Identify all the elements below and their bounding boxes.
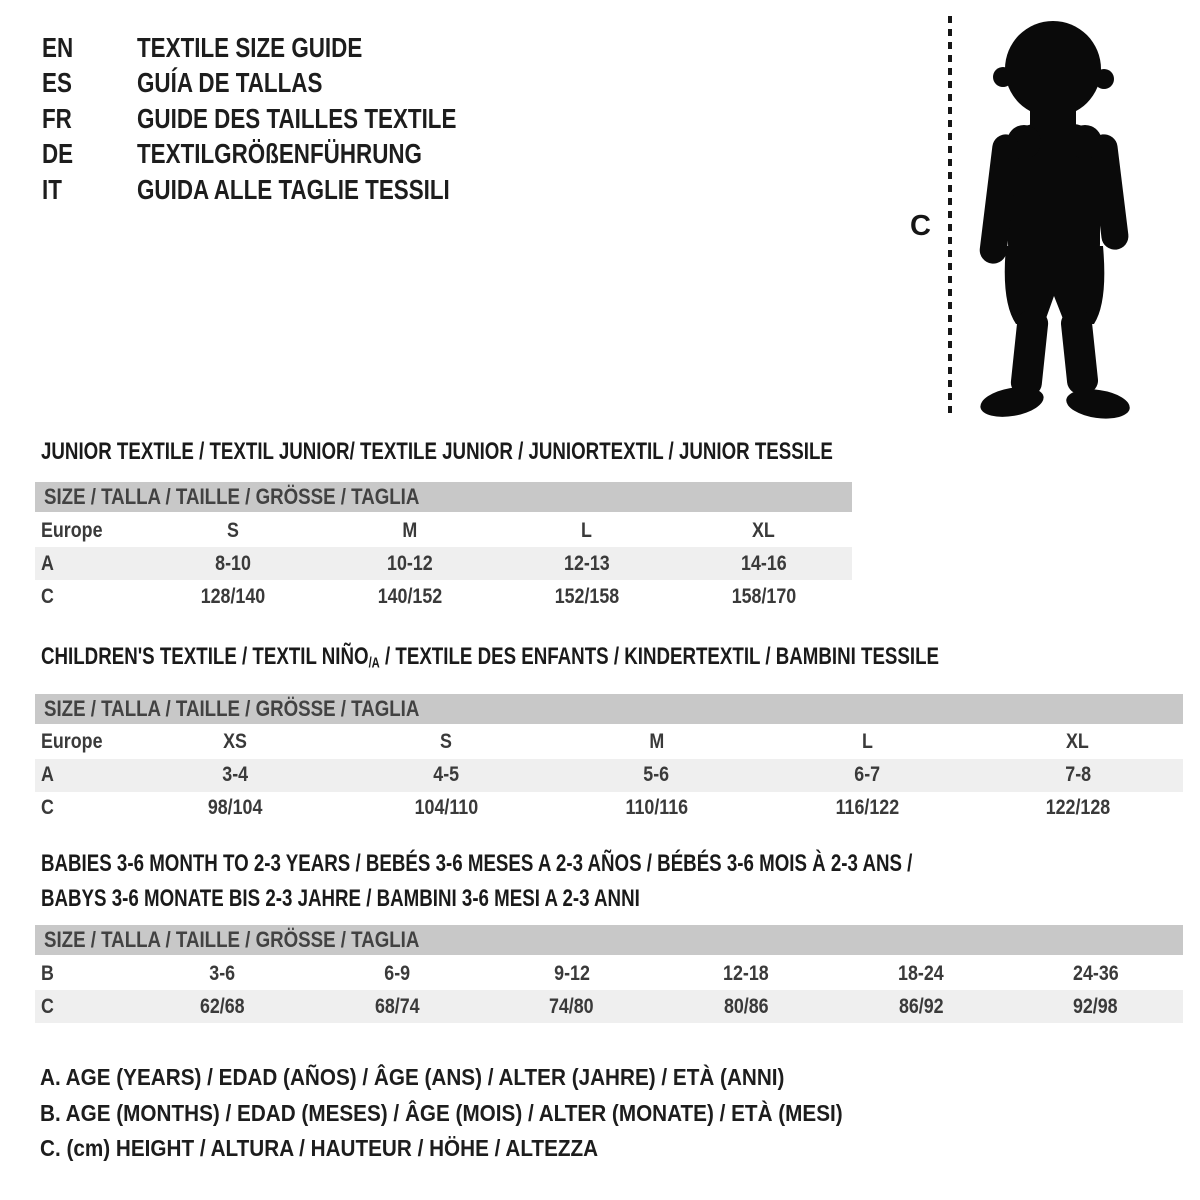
age-value: 10-12 xyxy=(387,551,433,575)
size-value: L xyxy=(581,518,593,542)
age-value: 3-4 xyxy=(222,763,249,787)
size-table-junior xyxy=(35,514,852,613)
row-label: B xyxy=(41,961,54,985)
height-value: 68/74 xyxy=(374,994,420,1018)
size-value: S xyxy=(227,518,240,542)
guide-title: GUÍA DE TALLAS xyxy=(137,67,323,99)
legend xyxy=(40,1060,932,1167)
months-value: 6-9 xyxy=(384,961,410,985)
size-value: XL xyxy=(1066,730,1090,754)
size-table-children xyxy=(35,726,1183,825)
legend-line-c: C. (cm) HEIGHT / ALTURA / HAUTEUR / HÖHE / ALTEZZA xyxy=(40,1135,599,1161)
months-value: 9-12 xyxy=(553,961,590,985)
language-row xyxy=(42,137,536,173)
age-value: 14-16 xyxy=(740,551,787,575)
guide-title: GUIDA ALLE TAGLIE TESSILI xyxy=(137,173,450,205)
height-value: 80/86 xyxy=(723,994,769,1018)
size-table-babies xyxy=(35,957,1183,1023)
size-value: L xyxy=(861,730,873,754)
size-value: XS xyxy=(223,730,248,754)
section-babies-textile xyxy=(35,846,1183,1023)
height-value: 140/152 xyxy=(377,584,443,608)
section-title: JUNIOR TEXTILE / TEXTIL JUNIOR/ TEXTILE JUNIOR / JUNIORTEXTIL / JUNIOR TESSILE xyxy=(41,438,833,465)
table-row-europe xyxy=(35,726,1183,759)
height-value: 122/128 xyxy=(1045,796,1110,820)
table-row-height xyxy=(35,792,1183,825)
height-value: 62/68 xyxy=(199,994,245,1018)
section-children-textile xyxy=(35,643,1183,825)
height-value: 86/92 xyxy=(898,994,944,1018)
language-row xyxy=(42,30,536,66)
age-value: 8-10 xyxy=(215,551,252,575)
height-value: 116/122 xyxy=(835,796,899,820)
size-header-bar: SIZE / TALLA / TAILLE / GRÖSSE / TAGLIA xyxy=(35,694,1183,724)
row-label: A xyxy=(41,763,54,787)
language-code: FR xyxy=(42,102,72,134)
size-value: M xyxy=(649,730,664,754)
height-measure-label-c: C xyxy=(910,210,931,242)
height-measure-dashed-line xyxy=(948,16,952,416)
height-value: 104/110 xyxy=(414,796,478,820)
size-value: XL xyxy=(752,518,776,542)
table-row-months xyxy=(35,957,1183,990)
height-value: 74/80 xyxy=(549,994,594,1018)
section-title: CHILDREN'S TEXTILE / TEXTIL $NIÑO_{/A}$ / TEXTILE DES ENFANTS / KINDERTEXTIL / BAMBINI TESSILE xyxy=(41,643,940,672)
guide-title: TEXTILGRÖßENFÜHRUNG xyxy=(137,138,422,170)
section-junior-textile xyxy=(35,438,852,613)
language-code: ES xyxy=(42,67,72,99)
age-value: 5-6 xyxy=(643,763,670,787)
age-value: 7-8 xyxy=(1064,763,1091,787)
months-value: 3-6 xyxy=(209,961,236,985)
row-label: C xyxy=(41,796,54,820)
height-value: 110/116 xyxy=(625,796,688,820)
age-value: 6-7 xyxy=(854,763,880,787)
row-label: Europe xyxy=(41,518,103,542)
language-code: IT xyxy=(42,173,62,205)
language-code: EN xyxy=(42,31,74,63)
months-value: 12-18 xyxy=(723,961,770,985)
age-value: 4-5 xyxy=(432,763,459,787)
legend-line-a: A. AGE (YEARS) / EDAD (AÑOS) / ÂGE (ANS) / ALTER (JAHRE) / ETÀ (ANNI) xyxy=(40,1064,785,1090)
age-value: 12-13 xyxy=(564,551,610,575)
table-row-height xyxy=(35,990,1183,1023)
section-title: BABIES 3-6 MONTH TO 2-3 YEARS / BEBÉS 3-6 MESES A 2-3 AÑOS / BÉBÉS 3-6 MOIS À 2-3 ANS / BABYS 3-6 MONATE BIS 2-3 JAHRE / BAMBINI 3-6 MESI A 2-3 ANNI xyxy=(41,850,913,912)
size-value: M xyxy=(402,518,418,542)
language-row xyxy=(42,172,536,208)
language-row xyxy=(42,66,536,102)
height-value: 152/158 xyxy=(554,584,620,608)
height-value: 128/140 xyxy=(201,584,266,608)
guide-title: TEXTILE SIZE GUIDE xyxy=(137,31,363,63)
language-code: DE xyxy=(42,138,74,170)
legend-line-b: B. AGE (MONTHS) / EDAD (MESES) / ÂGE (MOIS) / ALTER (MONATE) / ETÀ (MESI) xyxy=(40,1099,843,1126)
months-value: 24-36 xyxy=(1072,961,1119,985)
size-header-bar: SIZE / TALLA / TAILLE / GRÖSSE / TAGLIA xyxy=(35,482,852,512)
table-row-age xyxy=(35,547,852,580)
baby-toddler-silhouette-icon xyxy=(958,14,1150,422)
language-list xyxy=(42,30,536,208)
table-row-age xyxy=(35,759,1183,792)
table-row-europe xyxy=(35,514,852,547)
guide-title: GUIDE DES TAILLES TEXTILE xyxy=(137,102,457,134)
row-label: A xyxy=(41,551,54,575)
row-label: C xyxy=(41,994,54,1018)
row-label: Europe xyxy=(41,730,103,754)
row-label: C xyxy=(41,584,54,608)
height-value: 98/104 xyxy=(207,796,263,820)
height-value: 158/170 xyxy=(731,584,796,608)
height-value: 92/98 xyxy=(1073,994,1118,1018)
size-value: S xyxy=(439,730,452,754)
language-row xyxy=(42,101,536,137)
size-header-bar: SIZE / TALLA / TAILLE / GRÖSSE / TAGLIA xyxy=(35,925,1183,955)
months-value: 18-24 xyxy=(898,961,944,985)
table-row-height xyxy=(35,580,852,613)
